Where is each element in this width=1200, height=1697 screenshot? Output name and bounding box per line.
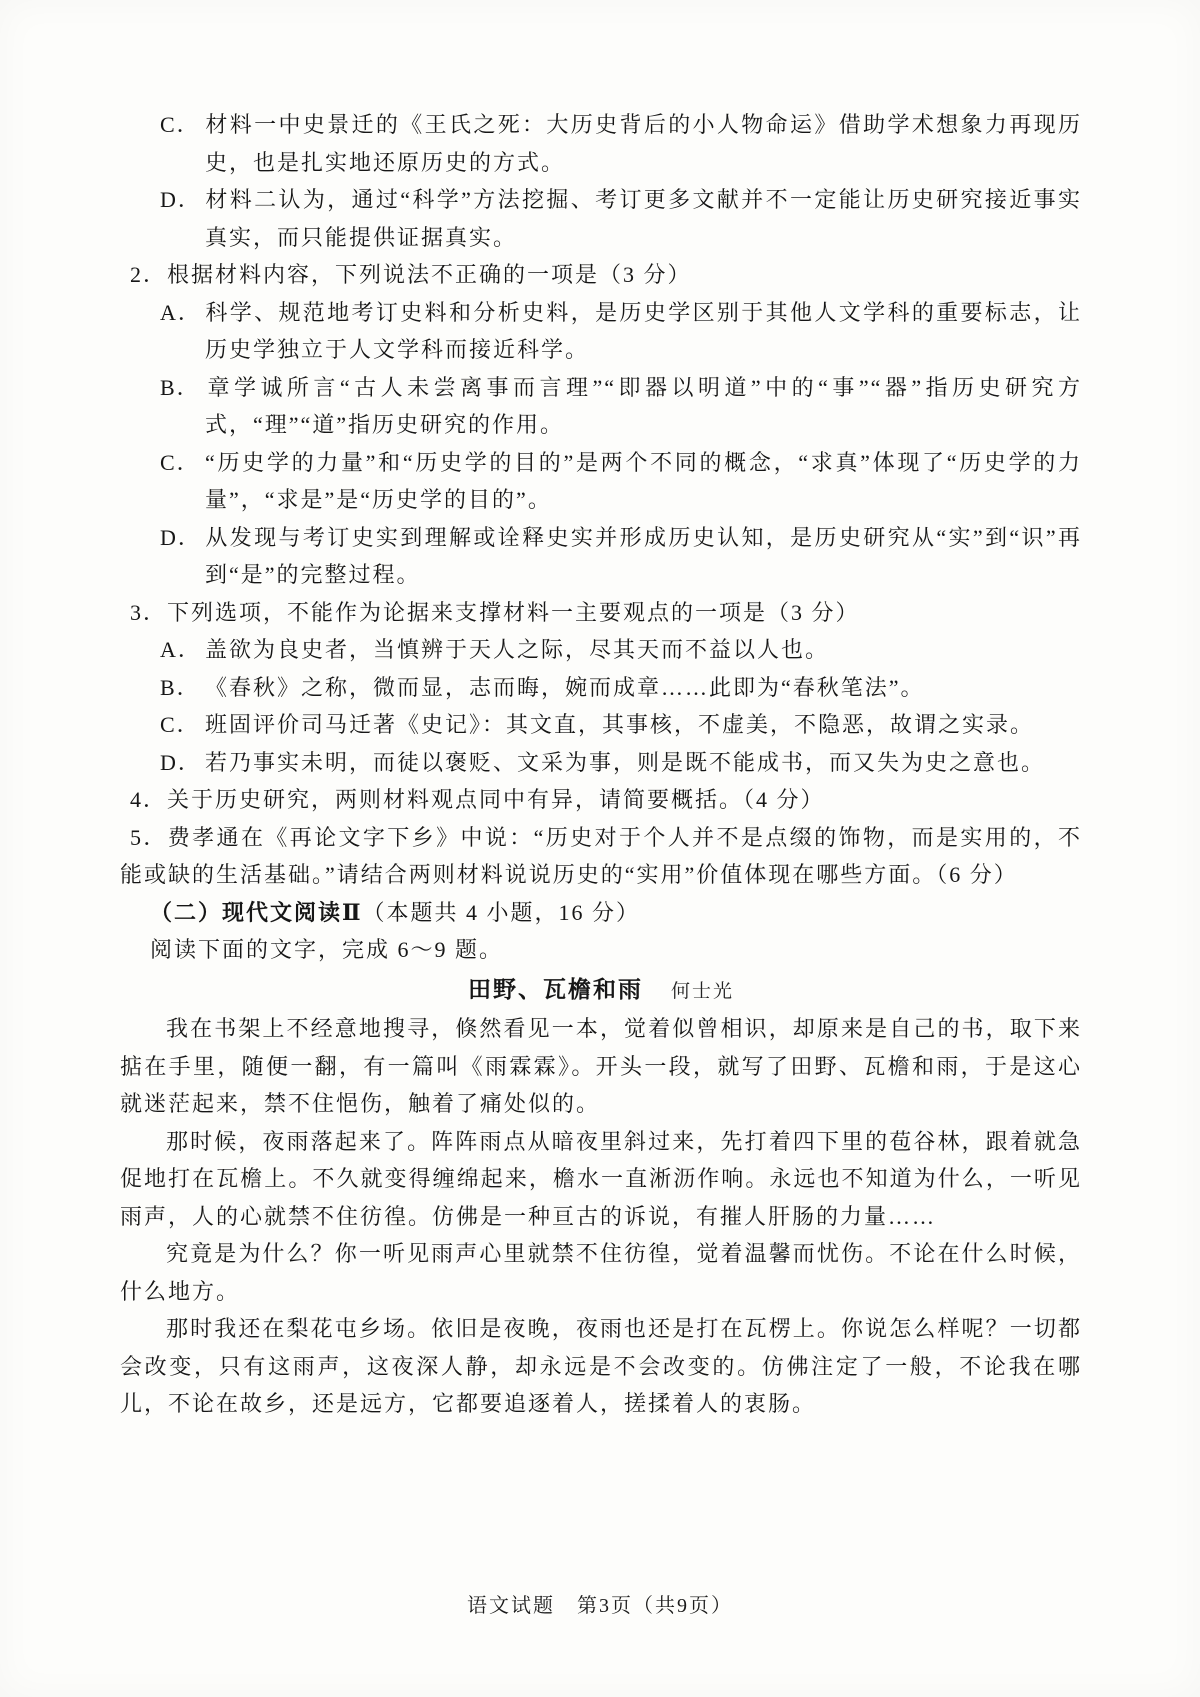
section-heading-note: （本题共 4 小题，16 分） <box>362 899 641 925</box>
question-5 <box>120 819 1082 894</box>
question-stem: 费孝通在《再论文字下乡》中说：“历史对于个人并不是点缀的饰物，而是实用的，不能或缺的生活基础。”请结合两则材料说说历史的“实用”价值体现在哪些方面。（6 分） <box>120 824 1082 887</box>
q3-option-d <box>120 744 1082 782</box>
option-text: 材料一中史景迁的《王氏之死：大历史背后的小人物命运》借助学术想象力再现历史，也是扎实地还原历史的方式。 <box>205 112 1082 175</box>
option-label: D． <box>160 749 202 775</box>
q1-option-c <box>120 106 1082 181</box>
option-text: 《春秋》之称，微而显，志而晦，婉而成章……此即为“春秋笔法”。 <box>205 674 925 700</box>
section-heading-title: （二）现代文阅读Ⅱ <box>150 899 363 925</box>
essay-paragraph-4: 那时我还在梨花屯乡场。依旧是夜晚，夜雨也还是打在瓦楞上。你说怎么样呢？一切都会改变，只有这雨声，这夜深人静，却永远是不会改变的。仿佛注定了一般，不论我在哪儿，不论在故乡，还是远方，它都要追逐着人，搓揉着人的衷肠。 <box>120 1316 1082 1416</box>
option-label: D． <box>160 187 202 212</box>
question-2 <box>120 256 1082 294</box>
option-text: 材料二认为，通过“科学”方法挖掘、考订更多文献并不一定能让历史研究接近事实真实，而只能提供证据真实。 <box>205 187 1082 250</box>
option-text: 从发现与考订史实到理解或诠释史实并形成历史认知，是历史研究从“实”到“识”再到“是”的完整过程。 <box>205 524 1082 587</box>
essay-paragraph-2: 那时候，夜雨落起来了。阵阵雨点从暗夜里斜过来，先打着四下里的苞谷林，跟着就急促地打在瓦檐上。不久就变得缠绵起来，檐水一直淅沥作响。永远也不知道为什么，一听见雨声，人的心就禁不住彷徨。仿佛是一种亘古的诉说，有摧人肝肠的力量…… <box>120 1128 1082 1229</box>
q2-option-a <box>120 294 1082 369</box>
option-label: A． <box>160 637 202 662</box>
option-label: A． <box>160 299 202 325</box>
question-number: 4． <box>130 787 168 812</box>
option-label: B． <box>160 674 201 700</box>
essay-paragraph-3: 究竟是为什么？你一听见雨声心里就禁不住彷徨，觉着温馨而忧伤。不论在什么时候，什么地方。 <box>120 1241 1082 1304</box>
option-text: 盖欲为良史者，当慎辨于天人之际，尽其天而不益以人也。 <box>205 637 830 662</box>
page-footer: 语文试题 第3页（共9页） <box>467 1594 733 1617</box>
reading-instruction: 阅读下面的文字，完成 6～9 题。 <box>150 937 504 962</box>
section-heading <box>120 894 1082 932</box>
option-label: C． <box>160 449 201 475</box>
option-label: B． <box>160 374 201 400</box>
essay-paragraph-1: 我在书架上不经意地搜寻，倏然看见一本，觉着似曾相识，却原来是自己的书，取下来掂在手里，随便一翻，有一篇叫《雨霖霖》。开头一段，就写了田野、瓦檐和雨，于是这心就迷茫起来，禁不住悒伤，触着了痛处似的。 <box>120 1016 1082 1116</box>
option-text: 科学、规范地考订史料和分析史料，是历史学区别于其他人文学科的重要标志，让历史学独立于人文学科而接近科学。 <box>205 299 1082 362</box>
question-3 <box>120 594 1082 632</box>
essay-author: 何士光 <box>670 980 734 1002</box>
q3-option-a <box>120 631 1082 669</box>
question-4 <box>120 781 1082 819</box>
option-label: C． <box>160 112 201 137</box>
q3-option-c <box>120 706 1082 744</box>
q2-option-d <box>120 519 1082 594</box>
q1-option-d <box>120 181 1082 256</box>
option-label: C． <box>160 712 201 737</box>
option-label: D． <box>160 524 202 550</box>
question-stem: 下列选项，不能作为论据来支撑材料一主要观点的一项是（3 分） <box>167 599 860 625</box>
option-text: 章学诚所言“古人未尝离事而言理”“即器以明道”中的“事”“器”指历史研究方式，“理”“道”指历史研究的作用。 <box>205 374 1082 437</box>
question-stem: 关于历史研究，两则材料观点同中有异，请简要概括。（4 分） <box>167 787 825 812</box>
q3-option-b <box>120 669 1082 707</box>
q2-option-c <box>120 444 1082 519</box>
q2-option-b <box>120 369 1082 444</box>
essay-title-row <box>120 969 1082 1011</box>
question-number: 5． <box>130 824 168 850</box>
option-text: 若乃事实未明，而徒以褒贬、文采为事，则是既不能成书，而又失为史之意也。 <box>205 749 1046 775</box>
option-text: 班固评价司马迁著《史记》：其文直，其事核，不虚美，不隐恶，故谓之实录。 <box>205 712 1035 737</box>
option-text: “历史学的力量”和“历史学的目的”是两个不同的概念，“求真”体现了“历史学的力量”，“求是”是“历史学的目的”。 <box>205 449 1082 512</box>
essay-title: 田野、瓦檐和雨 <box>467 976 643 1002</box>
question-stem: 根据材料内容，下列说法不正确的一项是（3 分） <box>167 262 692 287</box>
exam-content <box>120 106 1082 1423</box>
question-number: 3． <box>130 599 168 625</box>
question-number: 2． <box>130 262 168 287</box>
